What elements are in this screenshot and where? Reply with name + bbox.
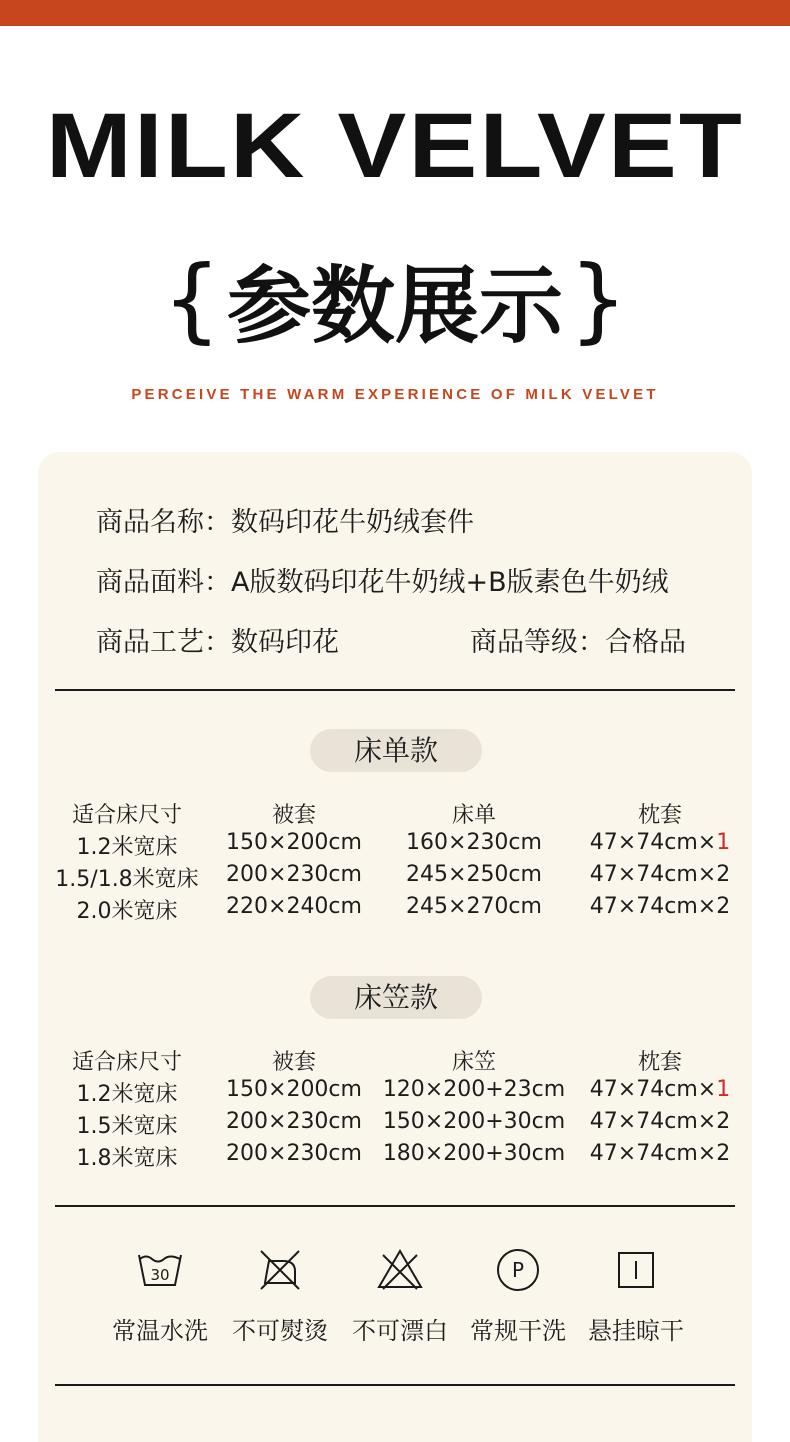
no-bleach-icon <box>375 1245 425 1295</box>
fitted-sheet-cell: 120×200+23cm <box>382 1077 566 1102</box>
pillowcase-size: 47×74cm× <box>589 830 717 855</box>
fitted-sheet-cell: 150×200+30cm <box>382 1109 566 1134</box>
duvet-cell: 150×200cm <box>226 1077 362 1102</box>
duvet-cell: 200×230cm <box>226 1141 362 1166</box>
care-label: 悬挂晾干 <box>588 1317 684 1345</box>
page-title: MILK VELVET <box>45 95 745 197</box>
care-label: 不可熨烫 <box>232 1317 328 1345</box>
sheet-set-badge: 床单款 <box>310 729 482 772</box>
subtitle-text: 参数展示 <box>226 257 563 355</box>
tagline: PERCEIVE THE WARM EXPERIENCE OF MILK VELVET <box>131 386 659 403</box>
bed-size-cell: 1.8米宽床 <box>76 1146 178 1171</box>
header-duvet: 被套 <box>271 803 316 828</box>
fitted-sheet-cell: 180×200+30cm <box>382 1141 566 1166</box>
pillowcase-size: 47×74cm× <box>589 1141 717 1166</box>
sheet-cell: 245×250cm <box>406 862 542 887</box>
pillowcase-count: 2 <box>716 1141 731 1166</box>
pillowcase-cell <box>578 894 742 919</box>
pillowcase-size: 47×74cm× <box>589 1109 717 1134</box>
pillowcase-count: 2 <box>716 1109 731 1134</box>
header-pillowcase: 枕套 <box>637 1050 682 1075</box>
pillowcase-cell <box>578 1109 742 1134</box>
pillowcase-count: 1 <box>716 1077 731 1102</box>
duvet-cell: 200×230cm <box>226 862 362 887</box>
care-label: 不可漂白 <box>352 1317 448 1345</box>
pillowcase-cell <box>578 1077 742 1102</box>
table-row <box>0 894 790 926</box>
header-fitted-sheet: 床笠 <box>451 1050 496 1075</box>
product-name: 商品名称：数码印花牛奶绒套件 <box>96 507 474 538</box>
divider <box>55 1384 735 1386</box>
table-row <box>0 1141 790 1173</box>
wash-temp: 30 <box>150 1266 170 1284</box>
header-duvet: 被套 <box>271 1050 316 1075</box>
care-label: 常规干洗 <box>470 1317 566 1345</box>
subtitle-close-brace: } <box>569 246 628 353</box>
pillowcase-cell <box>578 862 742 887</box>
pillowcase-count: 2 <box>716 862 731 887</box>
care-item-hang-dry <box>576 1245 696 1346</box>
table-row <box>0 830 790 862</box>
product-craft: 商品工艺：数码印花 <box>96 627 339 658</box>
care-item-no-iron <box>220 1245 340 1346</box>
pillowcase-count: 1 <box>716 830 731 855</box>
wash-30-icon <box>135 1245 185 1295</box>
hang-dry-icon <box>611 1245 661 1295</box>
duvet-cell: 220×240cm <box>226 894 362 919</box>
header-bed-size: 适合床尺寸 <box>71 803 182 828</box>
header-sheet: 床单 <box>451 803 496 828</box>
divider <box>55 689 735 691</box>
page-subtitle <box>0 245 790 361</box>
dry-clean-p-icon <box>493 1245 543 1295</box>
care-item-dry-clean <box>458 1245 578 1346</box>
bed-size-cell: 1.5/1.8米宽床 <box>55 867 199 892</box>
table-row <box>0 1109 790 1141</box>
pillowcase-count: 2 <box>716 894 731 919</box>
pillowcase-size: 47×74cm× <box>589 862 717 887</box>
sheet-set-header-row <box>0 798 790 830</box>
sheet-cell: 245×270cm <box>406 894 542 919</box>
dry-clean-mark: P <box>511 1258 525 1282</box>
subtitle-open-brace: { <box>162 246 221 353</box>
table-row <box>0 862 790 894</box>
divider <box>55 1205 735 1207</box>
care-item-no-bleach <box>340 1245 460 1346</box>
pillowcase-size: 47×74cm× <box>589 1077 717 1102</box>
bed-size-cell: 1.2米宽床 <box>76 1082 178 1107</box>
no-iron-icon <box>255 1245 305 1295</box>
header-bed-size: 适合床尺寸 <box>71 1050 182 1075</box>
duvet-cell: 150×200cm <box>226 830 362 855</box>
bed-size-cell: 2.0米宽床 <box>76 899 178 924</box>
care-label: 常温水洗 <box>112 1317 208 1345</box>
pillowcase-size: 47×74cm× <box>589 894 717 919</box>
fitted-set-badge: 床笠款 <box>310 976 482 1019</box>
pillowcase-cell <box>578 1141 742 1166</box>
bed-size-cell: 1.2米宽床 <box>76 835 178 860</box>
header-pillowcase: 枕套 <box>637 803 682 828</box>
sheet-cell: 160×230cm <box>406 830 542 855</box>
care-item-wash <box>100 1245 220 1346</box>
top-accent-bar <box>0 0 790 26</box>
duvet-cell: 200×230cm <box>226 1109 362 1134</box>
pillowcase-cell <box>578 830 742 855</box>
table-row <box>0 1077 790 1109</box>
product-grade: 商品等级：合格品 <box>470 627 686 658</box>
product-fabric: 商品面料：A版数码印花牛奶绒+B版素色牛奶绒 <box>96 567 669 598</box>
bed-size-cell: 1.5米宽床 <box>76 1114 178 1139</box>
fitted-set-header-row <box>0 1045 790 1077</box>
